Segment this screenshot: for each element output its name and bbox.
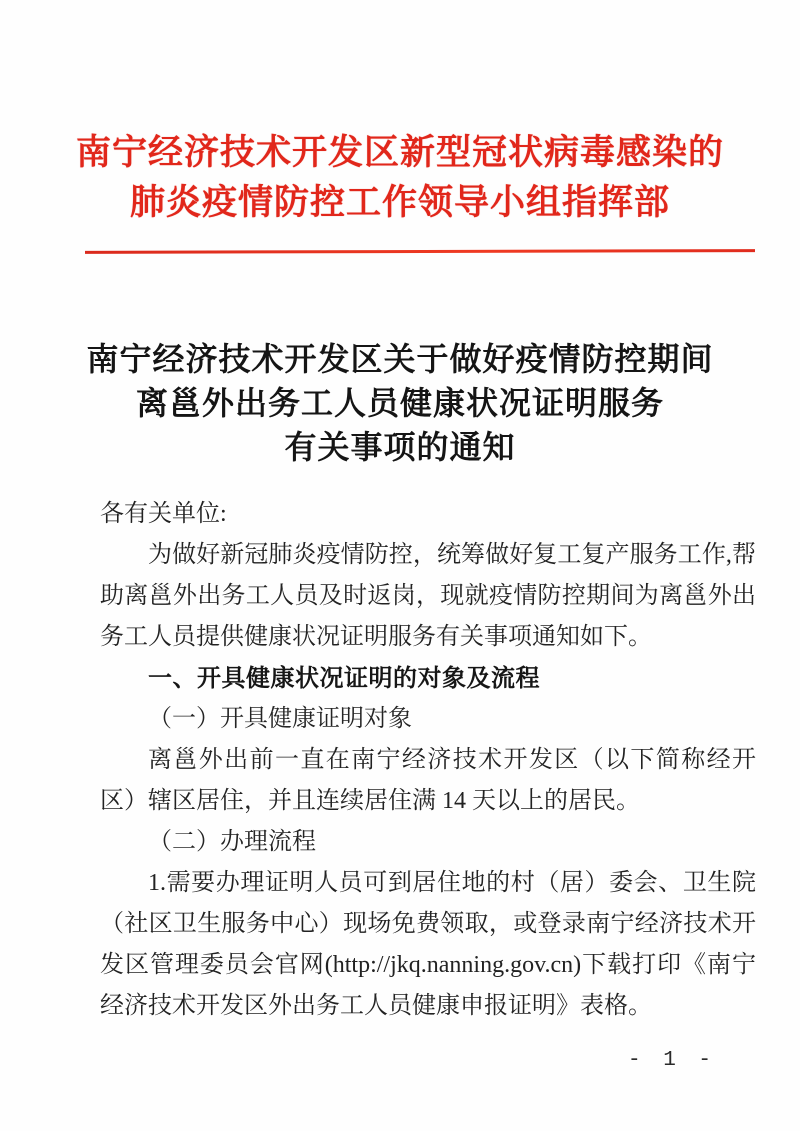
document-body (100, 494, 756, 1027)
letterhead-line-1: 南宁经济技术开发区新型冠状病毒感染的 (75, 133, 724, 172)
page-number: - 1 - (628, 1049, 717, 1072)
red-divider-line (85, 249, 755, 254)
letterhead (0, 128, 800, 228)
section-1-heading: 一、开具健康状况证明的对象及流程 (148, 665, 540, 692)
subsection-2-heading: （二）办理流程 (148, 829, 316, 855)
document-title-line-1: 南宁经济技术开发区关于做好疫情防控期间 (86, 341, 714, 377)
subsection-1-heading: （一）开具健康证明对象 (148, 706, 412, 732)
salutation: 各有关单位: (100, 501, 227, 527)
intro-paragraph: 为做好新冠肺炎疫情防控，统筹做好复工复产服务工作,帮助离邕外出务工人员及时返岗，现就疫情防控期间为离邕外出务工人员提供健康状况证明服务有关事项通知如下。 (100, 542, 756, 650)
document-title (0, 337, 800, 469)
procedure-item-1: 1.需要办理证明人员可到居住地的村（居）委会、卫生院（社区卫生服务中心）现场免费领取，或登录南宁经济技术开发区管理委员会官网(http://jkq.nanning.gov.cn)下载打印《南宁经济技术开发区外出务工人员健康申报证明》表格。 (100, 870, 756, 1019)
document-title-line-3: 有关事项的通知 (284, 429, 516, 465)
letterhead-line-2: 肺炎疫情防控工作领导小组指挥部 (129, 183, 670, 222)
subsection-1-text: 离邕外出前一直在南宁经济技术开发区（以下简称经开区）辖区居住，并且连续居住满 14 天以上的居民。 (100, 747, 756, 814)
document-title-line-2: 离邕外出务工人员健康状况证明服务 (135, 385, 664, 421)
